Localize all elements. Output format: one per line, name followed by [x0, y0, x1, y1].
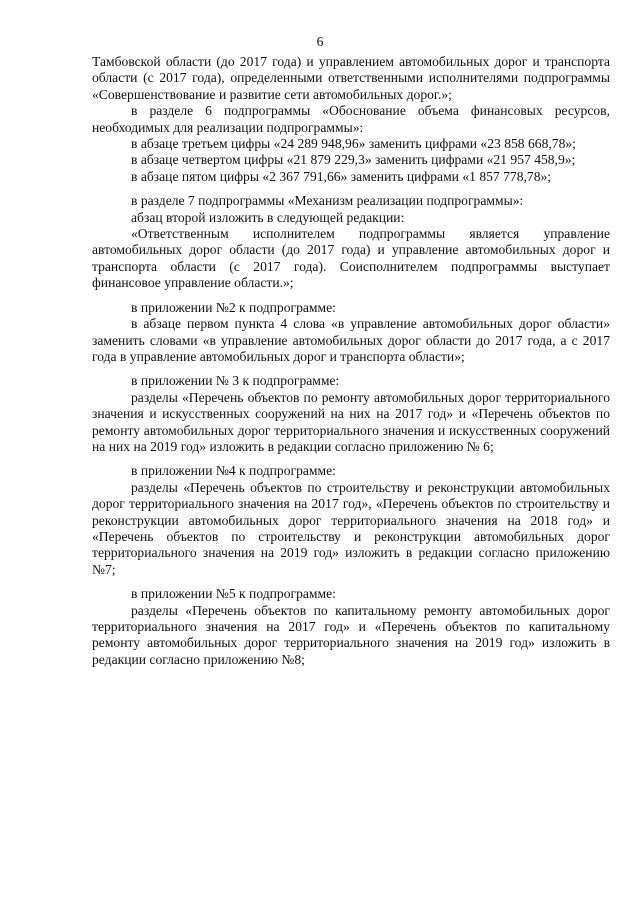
- paragraph: в абзаце первом пункта 4 слова «в управление автомобильных дорог области» заменить словами «в управление автомобильных дорог области до 2017 года, а с 2017 года в управление автомобильных дорог и транспорта области»;: [92, 316, 610, 364]
- paragraph: в приложении №5 к подпрограмме:: [131, 586, 336, 602]
- paragraph: в приложении №4 к подпрограмме:: [131, 463, 336, 479]
- paragraph: «Ответственным исполнителем подпрограммы является управление автомобильных дорог области (до 2017 года) и управление автомобильных дорог и транспорта области (с 2017 года). Соисполнителем подпрограммы выступает финансовое управление области.»;: [92, 226, 610, 291]
- paragraph: в абзаце четвертом цифры «21 879 229,3» заменить цифрами «21 957 458,9»;: [131, 152, 576, 168]
- paragraph: абзац второй изложить в следующей редакции:: [131, 209, 405, 225]
- paragraph: в абзаце пятом цифры «2 367 791,66» заменить цифрами «1 857 778,78»;: [131, 168, 552, 184]
- page-number: 6: [316, 34, 324, 49]
- paragraph: Тамбовской области (до 2017 года) и управлением автомобильных дорог и транспорта области (с 2017 года), определенными ответственными исполнителями подпрограммы «Совершенствование и развитие сети автомобильных дорог.»;: [92, 54, 610, 102]
- paragraph: в разделе 7 подпрограммы «Механизм реализации подпрограммы»:: [131, 193, 524, 209]
- paragraph: разделы «Перечень объектов по ремонту автомобильных дорог территориального значения и искусственных сооружений на них на 2017 год» и «Перечень объектов по ремонту автомобильных дорог территориального значения и искусственных сооружений на них на 2019 год» изложить в редакции согласно приложению № 6;: [92, 389, 610, 454]
- paragraph: разделы «Перечень объектов по строительству и реконструкции автомобильных дорог территориального значения на 2017 год», «Перечень объектов по строительству и реконструкции автомобильных дорог территориального значения на 2018 год» и «Перечень объектов по строительству и реконструкции автомобильных дорог территориального значения на 2019 год» изложить в редакции согласно приложению №7;: [92, 479, 610, 577]
- paragraph: разделы «Перечень объектов по капитальному ремонту автомобильных дорог территориального значения на 2017 год» и «Перечень объектов по капитальному ремонту автомобильных дорог территориального значения на 2019 год» изложить в редакции согласно приложению №8;: [92, 602, 610, 667]
- paragraph: в приложении №2 к подпрограмме:: [131, 299, 336, 315]
- paragraph: в разделе 6 подпрограммы «Обоснование объема финансовых ресурсов, необходимых для реализации подпрограммы»:: [92, 103, 610, 135]
- paragraph: в абзаце третьем цифры «24 289 948,96» заменить цифрами «23 858 668,78»;: [131, 136, 576, 152]
- paragraph: в приложении № 3 к подпрограмме:: [131, 373, 340, 389]
- document-body: [92, 54, 610, 668]
